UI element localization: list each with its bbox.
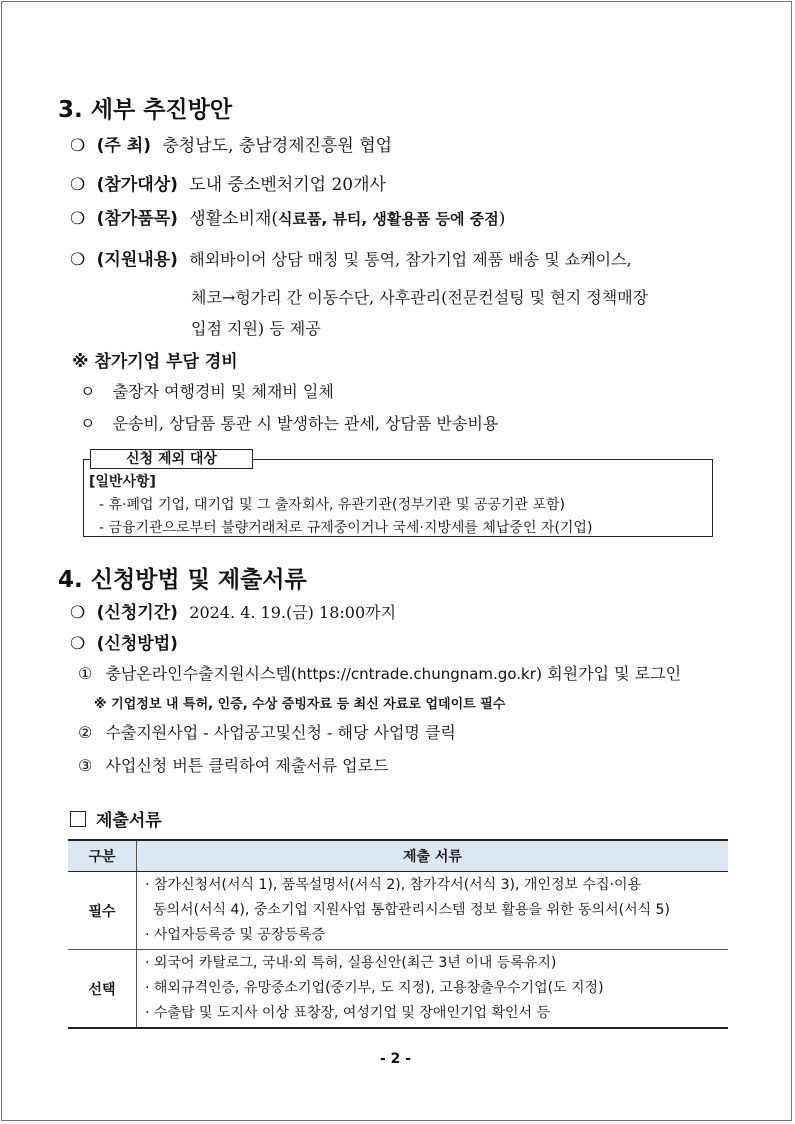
section3-title: 3. 세부 추진방안	[58, 97, 233, 123]
step-number: ①	[78, 664, 93, 683]
circle-bullet-icon: ❍	[70, 634, 86, 654]
table-row	[68, 950, 728, 1029]
period-text: 2024. 4. 19.(금) 18:00까지	[189, 603, 397, 622]
burden-title: ※ 참가기업 부담 경비	[72, 352, 238, 372]
doc-line: · 해외규격인증, 유망중소기업(중기부, 도 지정), 고용창출우수기업(도 지정)	[145, 980, 604, 996]
checkbox-square-icon	[70, 811, 86, 827]
burden-item	[80, 411, 498, 434]
documents-table	[68, 839, 728, 1029]
small-circle-bullet-icon: ㅇ	[80, 414, 96, 433]
burden-item	[80, 379, 334, 402]
system-url-link[interactable]: https://cntrade.chungnam.go.kr	[297, 665, 536, 683]
step-text: 충남온라인수출지원시스템(	[105, 664, 298, 683]
doc-line: · 참가신청서(서식 1), 품목설명서(서식 2), 참가각서(서식 3), 개인정보 수집·이용	[145, 877, 642, 893]
item-label: (참가품목)	[96, 209, 178, 229]
item-text-line-2: 체코→헝가리 간 이동수단, 사후관리(전문컨설팅 및 현지 정책매장	[191, 288, 649, 307]
item-text-bold: 식료품, 뷰티, 생활용품 등에 중점	[278, 210, 499, 228]
item-text-line-1: 해외바이어 상담 매칭 및 통역, 참가기업 제품 배송 및 쇼케이스,	[189, 250, 632, 269]
doc-line: 동의서(서식 4), 중소기업 지원사업 통합관리시스템 정보 활용을 위한 동의서(서식 5)	[153, 902, 670, 918]
exclusion-title: 신청 제외 대상	[90, 449, 253, 469]
row-documents	[137, 872, 729, 950]
header-documents: 제출 서류	[137, 840, 729, 872]
circle-bullet-icon: ❍	[70, 603, 86, 623]
burden-item-text: 운송비, 상담품 통관 시 발생하는 관세, 상담품 반송비용	[112, 414, 499, 433]
update-note: ※ 기업정보 내 특허, 인증, 수상 증빙자료 등 최신 자료로 업데이트 필수	[94, 697, 506, 712]
exclusion-subtitle: [일반사항]	[89, 474, 156, 490]
period-label: (신청기간)	[96, 603, 178, 623]
row-documents	[137, 950, 729, 1029]
circle-bullet-icon: ❍	[70, 209, 86, 229]
item-text: 도내 중소벤처기업 20개사	[189, 175, 386, 195]
item-label: (지원내용)	[96, 250, 178, 270]
table-header-row	[68, 840, 728, 872]
step-2	[78, 720, 456, 743]
step-number: ③	[78, 756, 93, 775]
item-label: (주 최)	[96, 136, 151, 156]
period-item	[70, 598, 396, 623]
step-number: ②	[78, 723, 93, 742]
circle-bullet-icon: ❍	[70, 250, 86, 270]
step-text: 사업신청 버튼 클릭하여 제출서류 업로드	[105, 756, 389, 775]
section4-title: 4. 신청방법 및 제출서류	[58, 567, 307, 593]
item-host	[70, 131, 392, 156]
item-text: 생활소비재(	[189, 209, 279, 229]
doc-line: · 사업자등록증 및 공장등록증	[145, 927, 326, 943]
page-number: - 2 -	[380, 1051, 412, 1067]
step-text-end: ) 회원가입 및 로그인	[535, 664, 682, 683]
circle-bullet-icon: ❍	[70, 136, 86, 156]
step-1	[78, 661, 681, 684]
exclusion-line: - 휴·폐업 기업, 대기업 및 그 출자회사, 유관기관(정부기관 및 공공기관 포함)	[99, 497, 566, 513]
method-label: (신청방법)	[96, 634, 178, 654]
small-circle-bullet-icon: ㅇ	[80, 382, 96, 401]
burden-item-text: 출장자 여행경비 및 체재비 일체	[112, 382, 334, 401]
method-item	[70, 629, 178, 654]
item-text: 충청남도, 충남경제진흥원 협업	[162, 136, 393, 156]
row-category: 필수	[68, 872, 137, 950]
table-row	[68, 872, 728, 950]
item-text-end: )	[498, 209, 506, 229]
item-support	[70, 245, 632, 270]
step-text: 수출지원사업 - 사업공고및신청 - 해당 사업명 클릭	[105, 723, 456, 742]
step-3	[78, 753, 389, 776]
row-category: 선택	[68, 950, 137, 1029]
item-products	[70, 204, 505, 229]
item-participants	[70, 170, 386, 195]
circle-bullet-icon: ❍	[70, 175, 86, 195]
item-text-line-3: 입점 지원) 등 제공	[191, 319, 321, 338]
header-category: 구분	[68, 840, 137, 872]
exclusion-line: - 금융기관으로부터 불량거래처로 규제중이거나 국세·지방세를 체납중인 자(기업)	[99, 520, 593, 536]
docs-title: 제출서류	[96, 811, 162, 831]
doc-line: · 외국어 카탈로그, 국내·외 특허, 실용신안(최근 3년 이내 등록유지)	[145, 955, 557, 971]
docs-heading	[70, 806, 162, 831]
doc-line: · 수출탑 및 도지사 이상 표창장, 여성기업 및 장애인기업 확인서 등	[145, 1005, 551, 1021]
item-label: (참가대상)	[96, 175, 178, 195]
